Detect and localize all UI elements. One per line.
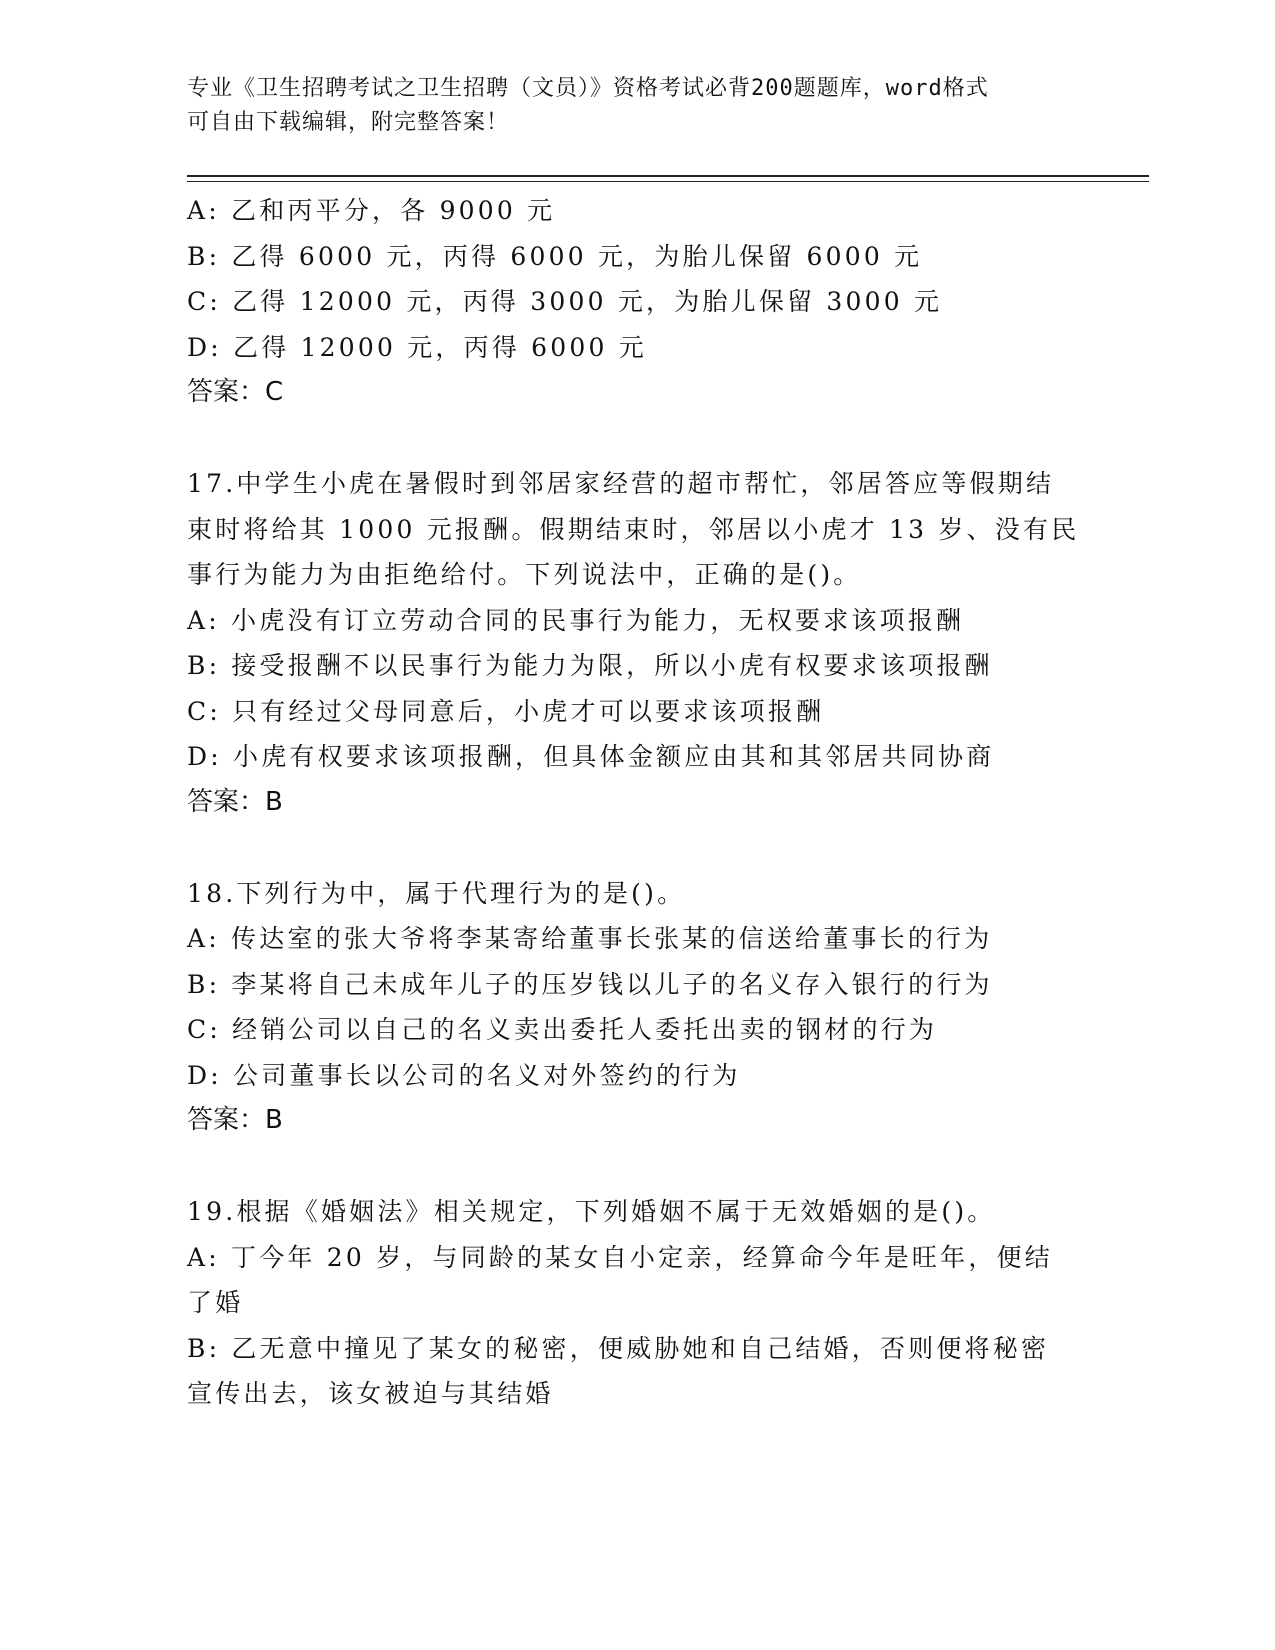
question-18-block xyxy=(187,871,1087,1144)
header-title-line-2: 可自由下载编辑，附完整答案！ xyxy=(187,110,510,135)
answer-line: 答案：B xyxy=(187,786,283,817)
question-stem: 束时将给其 1000 元报酬。假期结束时，邻居以小虎才 13 岁、没有民 xyxy=(187,514,1080,544)
option-a: A: 传达室的张大爷将李某寄给董事长张某的信送给董事长的行为 xyxy=(187,924,993,953)
option-a-continued: 了婚 xyxy=(187,1288,244,1317)
header-divider-thick xyxy=(187,175,1149,177)
header-divider-thin xyxy=(187,181,1149,182)
option-b: B: 乙无意中撞见了某女的秘密，便威胁她和自己结婚，否则便将秘密 xyxy=(187,1333,1050,1363)
option-b-continued: 宣传出去，该女被迫与其结婚 xyxy=(187,1379,554,1408)
option-b: B: 接受报酬不以民事行为能力为限，所以小虎有权要求该项报酬 xyxy=(187,651,993,680)
document-header xyxy=(187,72,1067,140)
option-c: C: 经销公司以自己的名义卖出委托人委托出卖的钢材的行为 xyxy=(187,1015,938,1044)
option-b: B: 李某将自己未成年儿子的压岁钱以儿子的名义存入银行的行为 xyxy=(187,969,993,999)
option-a: A: 乙和丙平分，各 9000 元 xyxy=(187,196,556,225)
option-a: A: 丁今年 20 岁，与同龄的某女自小定亲，经算命今年是旺年，便结 xyxy=(187,1242,1053,1272)
option-d: D: 公司董事长以公司的名义对外签约的行为 xyxy=(187,1060,741,1090)
question-16-block xyxy=(187,188,1087,416)
option-d: D: 小虎有权要求该项报酬，但具体金额应由其和其邻居共同协商 xyxy=(187,742,995,771)
option-c: C: 乙得 12000 元，丙得 3000 元，为胎儿保留 3000 元 xyxy=(187,287,943,316)
spacer xyxy=(187,416,1087,462)
option-a: A: 小虎没有订立劳动合同的民事行为能力，无权要求该项报酬 xyxy=(187,605,965,635)
question-stem: 17.中学生小虎在暑假时到邻居家经营的超市帮忙，邻居答应等假期结 xyxy=(187,469,1055,498)
header-title-line-1: 专业《卫生招聘考试之卫生招聘（文员）》资格考试必背200题题库，word格式 xyxy=(187,76,989,101)
question-stem: 事行为能力为由拒绝给付。下列说法中，正确的是()。 xyxy=(187,560,862,589)
spacer xyxy=(187,1144,1087,1190)
option-c: C: 只有经过父母同意后，小虎才可以要求该项报酬 xyxy=(187,696,825,726)
question-stem: 19.根据《婚姻法》相关规定，下列婚姻不属于无效婚姻的是()。 xyxy=(187,1197,996,1226)
spacer xyxy=(187,825,1087,871)
question-stem: 18.下列行为中，属于代理行为的是()。 xyxy=(187,878,686,908)
answer-line: 答案：C xyxy=(187,377,284,407)
question-content xyxy=(187,188,1087,1417)
answer-line: 答案：B xyxy=(187,1105,283,1135)
option-b: B: 乙得 6000 元，丙得 6000 元，为胎儿保留 6000 元 xyxy=(187,241,923,271)
question-17-block xyxy=(187,461,1087,825)
question-19-block xyxy=(187,1189,1087,1417)
option-d: D: 乙得 12000 元，丙得 6000 元 xyxy=(187,332,647,362)
